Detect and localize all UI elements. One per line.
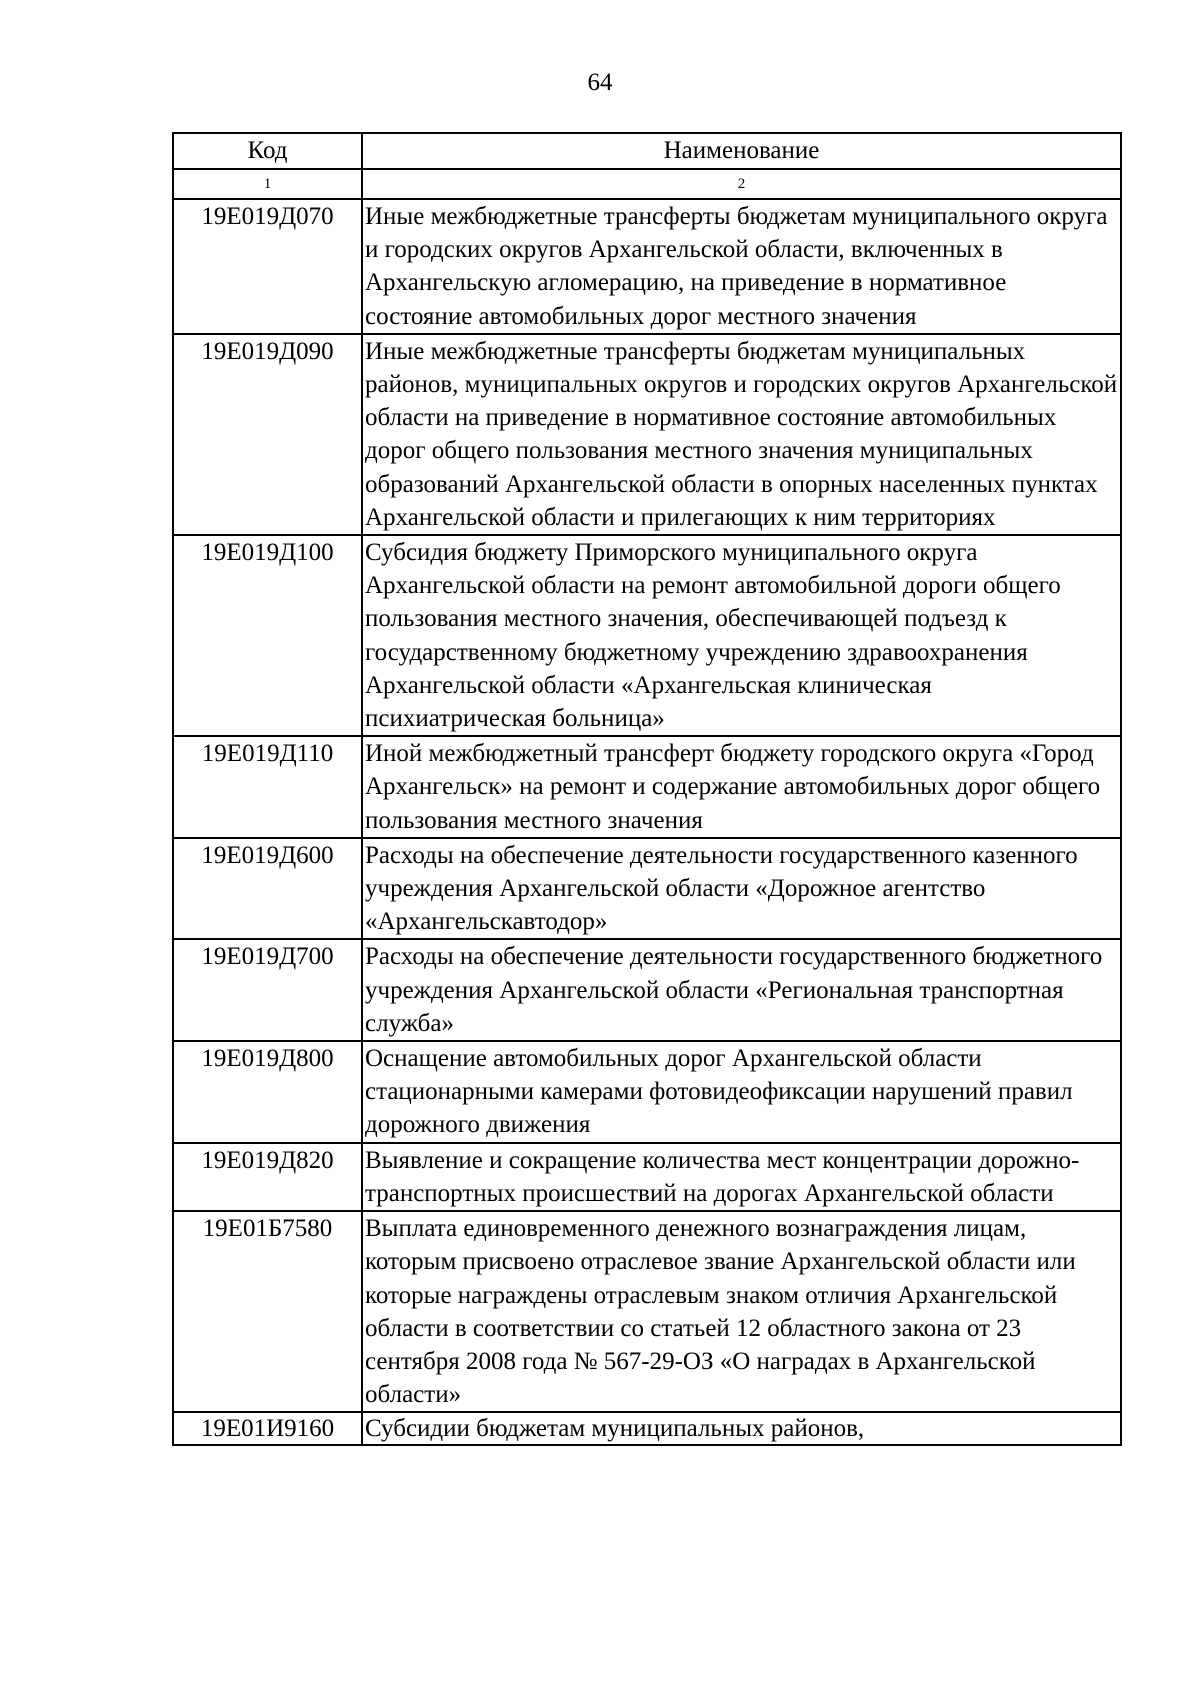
- row-name: Иной межбюджетный трансферт бюджету городского округа «Город Архангельск» на ремонт и содержание автомобильных дорог общего пользования местного значения: [362, 736, 1121, 838]
- row-code: 19Е019Д820: [173, 1143, 362, 1211]
- column-number-name: 2: [362, 169, 1121, 199]
- row-name: Иные межбюджетные трансферты бюджетам муниципального округа и городских округов Архангельской области, включенных в Архангельскую агломерацию, на приведение в нормативное состояние автомобильных дорог местного значения: [362, 199, 1121, 334]
- column-header-name: Наименование: [362, 133, 1121, 169]
- row-code: 19Е019Д800: [173, 1041, 362, 1143]
- table-row: [173, 199, 1121, 334]
- row-name: Расходы на обеспечение деятельности государственного бюджетного учреждения Архангельской области «Региональная транспортная служба»: [362, 939, 1121, 1041]
- table-row: [173, 736, 1121, 838]
- row-code: 19Е019Д100: [173, 535, 362, 736]
- row-name: Расходы на обеспечение деятельности государственного казенного учреждения Архангельской области «Дорожное агентство «Архангельскавтодор»: [362, 838, 1121, 940]
- column-header-code: Код: [173, 133, 362, 169]
- table-row: [173, 1041, 1121, 1143]
- row-code: 19Е01И9160: [173, 1412, 362, 1445]
- row-code: 19Е01Б7580: [173, 1211, 362, 1412]
- table-row: [173, 535, 1121, 736]
- table-row: [173, 334, 1121, 535]
- row-code: 19Е019Д600: [173, 838, 362, 940]
- row-code: 19Е019Д110: [173, 736, 362, 838]
- page-number: 64: [587, 69, 613, 96]
- row-code: 19Е019Д070: [173, 199, 362, 334]
- table-row: [173, 939, 1121, 1041]
- row-name: Оснащение автомобильных дорог Архангельской области стационарными камерами фотовидеофиксации нарушений правил дорожного движения: [362, 1041, 1121, 1143]
- table-row: [173, 1412, 1121, 1445]
- column-number-code: 1: [173, 169, 362, 199]
- table-row: [173, 1143, 1121, 1211]
- row-name: Иные межбюджетные трансферты бюджетам муниципальных районов, муниципальных округов и городских округов Архангельской области на приведение в нормативное состояние автомобильных дорог общего пользования местного значения муниципальных образований Архангельской области в опорных населенных пунктах Архангельской области и прилегающих к ним территориях: [362, 334, 1121, 535]
- table-row: [173, 1211, 1121, 1412]
- budget-classification-table: [172, 132, 1122, 1446]
- row-code: 19Е019Д700: [173, 939, 362, 1041]
- table-header-row: [173, 133, 1121, 169]
- row-code: 19Е019Д090: [173, 334, 362, 535]
- row-name: Выплата единовременного денежного вознаграждения лицам, которым присвоено отраслевое звание Архангельской области или которые награждены отраслевым знаком отличия Архангельской области в соответствии со статьей 12 областного закона от 23 сентября 2008 года № 567-29-ОЗ «О наградах в Архангельской области»: [362, 1211, 1121, 1412]
- row-name: Выявление и сокращение количества мест концентрации дорожно-транспортных происшествий на дорогах Архангельской области: [362, 1143, 1121, 1211]
- column-number-row: [173, 169, 1121, 199]
- row-name: Субсидия бюджету Приморского муниципального округа Архангельской области на ремонт автомобильной дороги общего пользования местного значения, обеспечивающей подъезд к государственному бюджетному учреждению здравоохранения Архангельской области «Архангельская клиническая психиатрическая больница»: [362, 535, 1121, 736]
- table-row: [173, 838, 1121, 940]
- row-name: Субсидии бюджетам муниципальных районов,: [362, 1412, 1121, 1445]
